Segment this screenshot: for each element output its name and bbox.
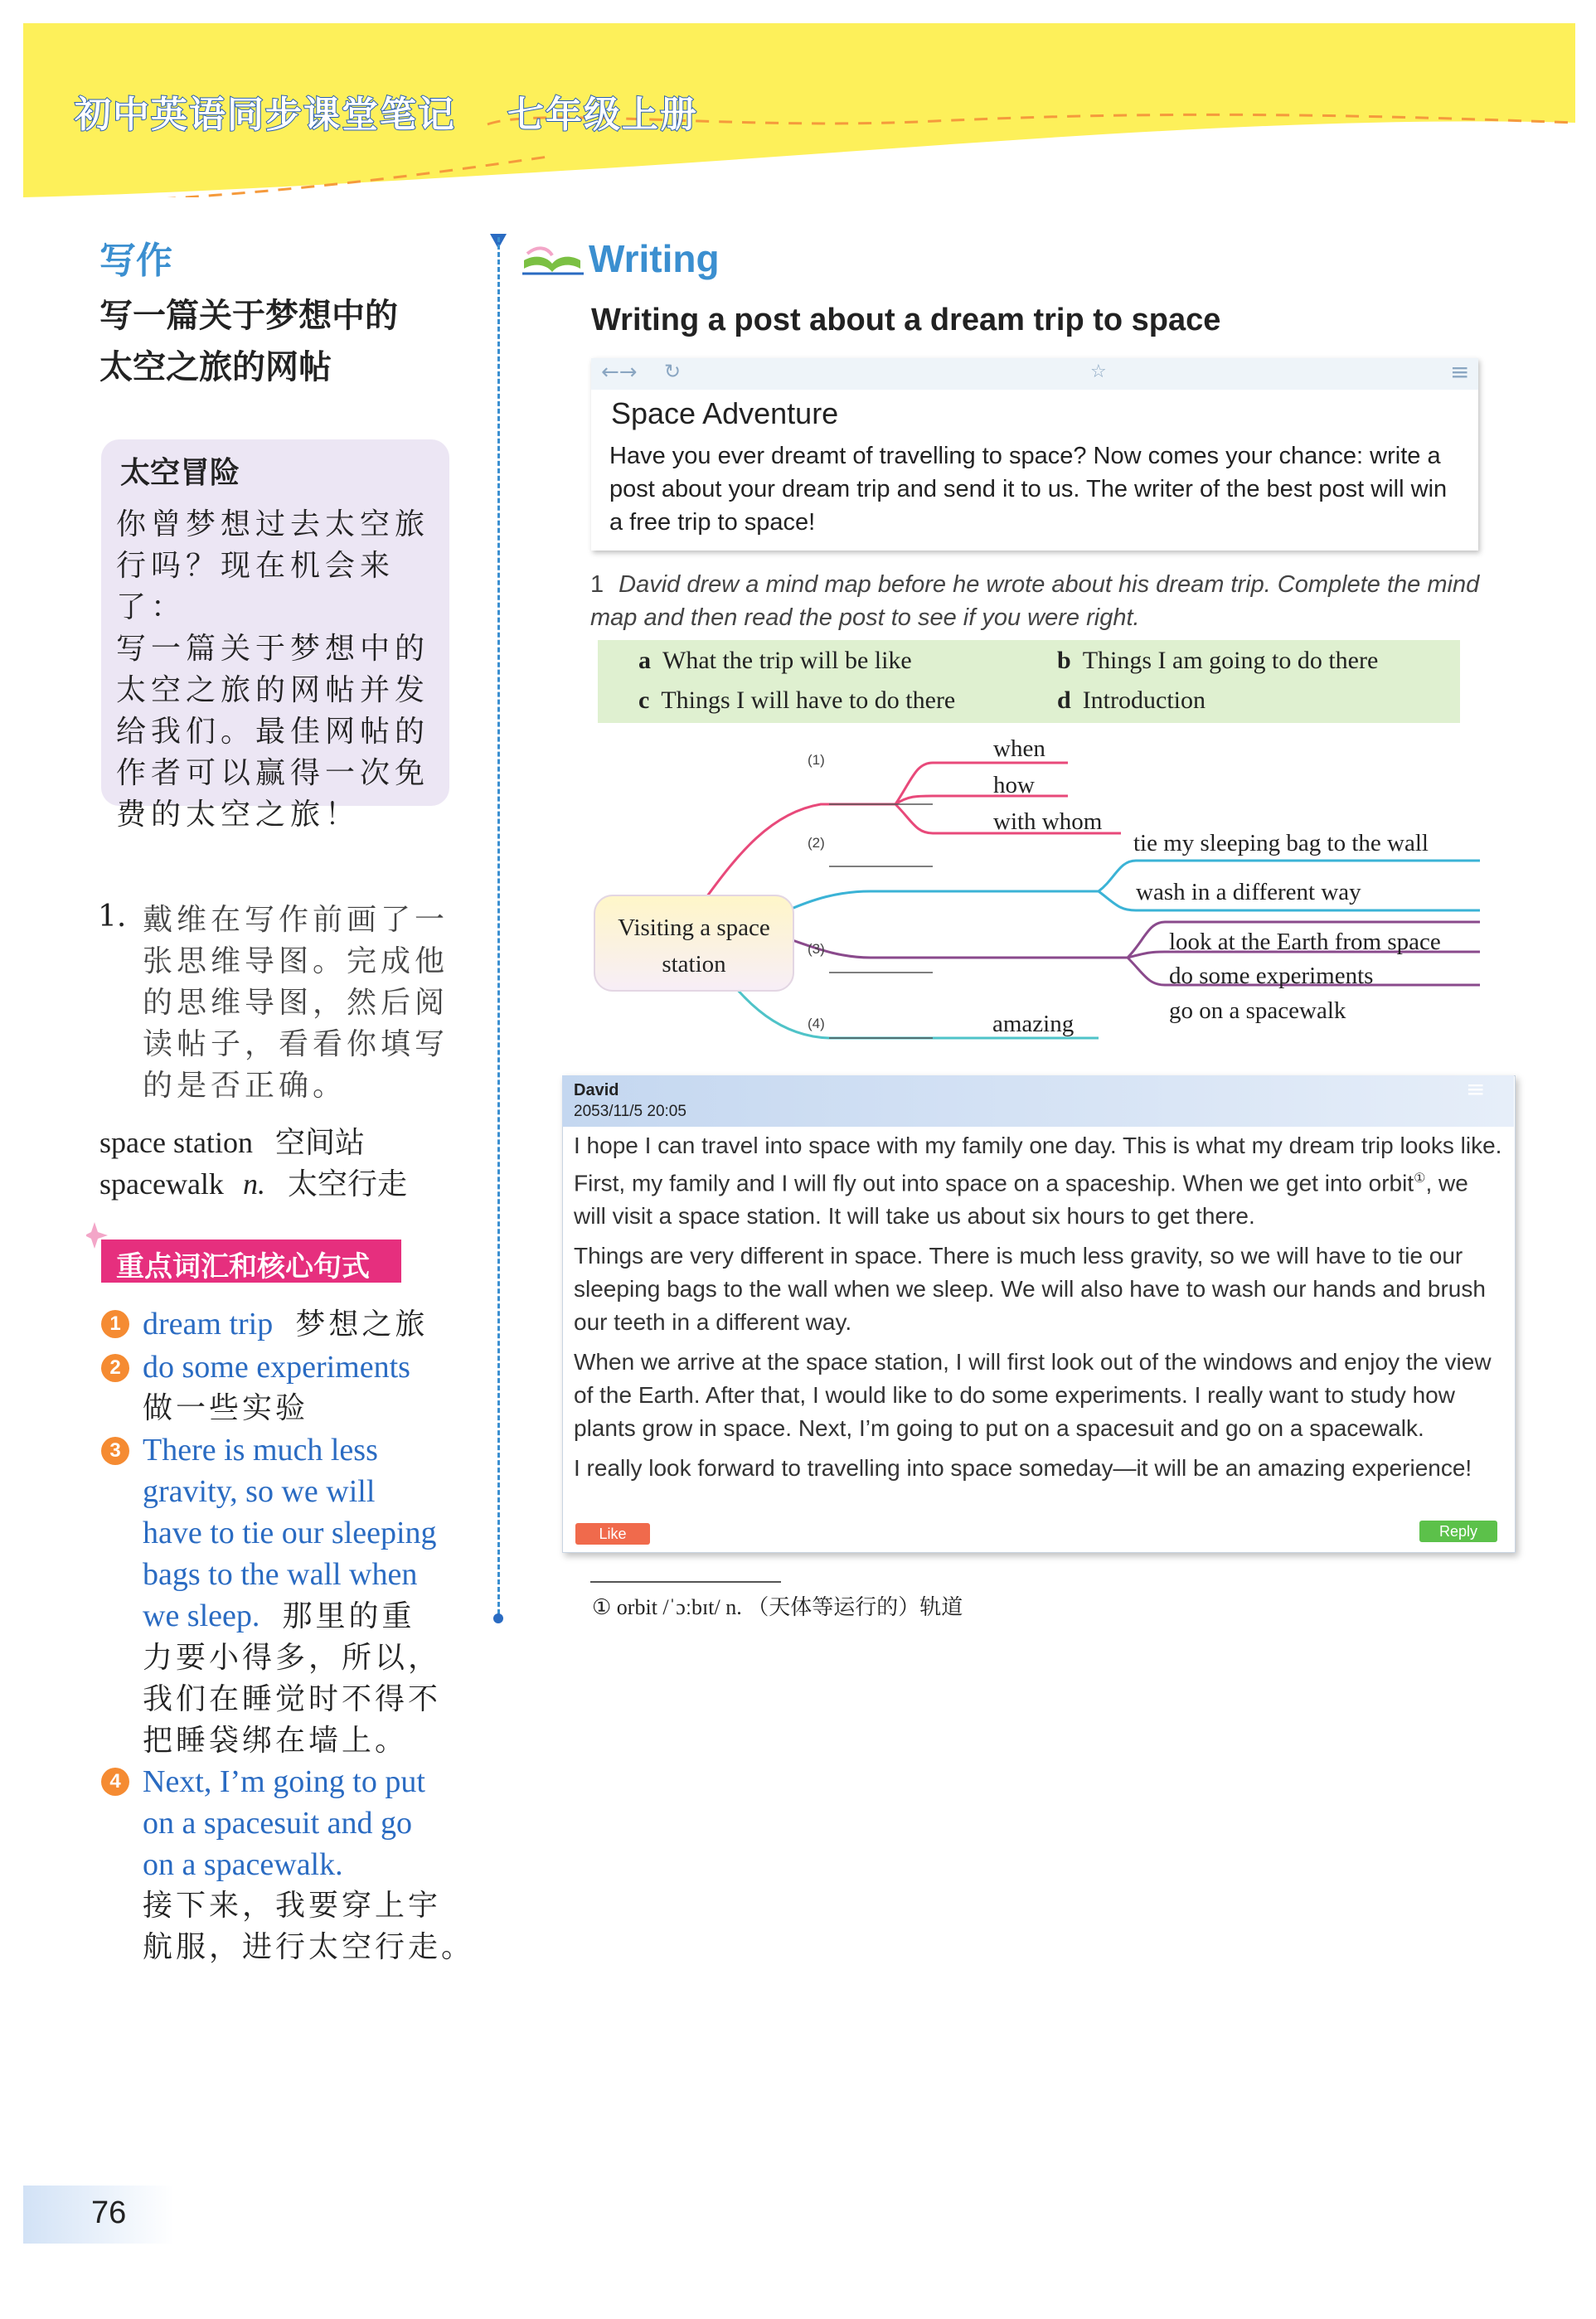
option-letter: b <box>1057 647 1071 674</box>
q1-instruction-text: David drew a mind map before he wrote about his dream trip. Complete the mind map and then read the post to see if you were right. <box>590 571 1480 631</box>
key-cn-line: 我们在睡觉时不得不 <box>143 1682 442 1716</box>
key-cn-line: 做一些实验 <box>143 1391 309 1425</box>
key-en-cn-line <box>143 1595 474 1637</box>
mind-map-branch-2 <box>788 861 1480 910</box>
key-en-line: There is much less <box>143 1433 378 1468</box>
mind-map-leaf: how <box>993 772 1035 798</box>
reply-button[interactable]: Reply <box>1419 1521 1497 1542</box>
key-cn-inline: 梦想之旅 <box>295 1307 429 1341</box>
left-subtitle <box>99 290 464 393</box>
post-date: 2053/11/5 20:05 <box>574 1103 686 1120</box>
post-paragraph: When we arrive at the space station, I will first look out of the windows and enjoy the view of the Earth. After that, I would like to do some experiments. I really want to study how plants grow in space. Next, I’m going to put on a spacesuit and go on a spacewalk. <box>574 1349 1492 1442</box>
option-text: Things I am going to do there <box>1082 647 1379 674</box>
browser-page-title: Space Adventure <box>611 396 839 430</box>
post-header <box>562 1075 1514 1127</box>
mind-map-blank-label: (4) <box>808 1016 825 1031</box>
book-title: 初中英语同步课堂笔记 <box>75 94 456 136</box>
left-heading: 写作 <box>99 240 172 282</box>
menu-icon[interactable]: ≡ <box>1466 1075 1486 1103</box>
vocab-item <box>99 1161 407 1203</box>
vocab-en: spacewalk <box>99 1167 224 1201</box>
option-text: What the trip will be like <box>662 647 912 674</box>
option-item <box>1057 686 1205 715</box>
option-text: Introduction <box>1082 686 1205 714</box>
mind-map-leaf: with whom <box>993 808 1103 835</box>
box-line: 给我们。最佳网帖的 <box>116 715 430 749</box>
writing-heading: Writing <box>589 237 720 280</box>
mind-map <box>580 730 1492 1061</box>
key-number-badge: 3 <box>101 1437 129 1465</box>
vocab-en: space station <box>99 1126 253 1159</box>
option-text: Things I will have to do there <box>661 686 956 714</box>
key-cn-line: 航服，进行太空行走。 <box>143 1930 475 1964</box>
key-number-badge: 4 <box>101 1768 129 1796</box>
option-item <box>1057 647 1378 675</box>
key-item <box>143 1303 474 1346</box>
writing-subtitle: Writing a post about a dream trip to space <box>591 303 1221 337</box>
post-text: , we will visit a space station. It will take us about six hours to get there. <box>574 1170 1468 1230</box>
mind-map-blank-label: (2) <box>808 835 825 851</box>
footnote-rule <box>590 1581 781 1583</box>
post-author: David <box>574 1081 619 1099</box>
key-number-badge: 1 <box>101 1310 129 1338</box>
mind-map-leaf: look at the Earth from space <box>1169 929 1441 955</box>
q1-instruction <box>590 568 1486 634</box>
mind-map-leaf: amazing <box>992 1011 1075 1037</box>
refresh-icon[interactable]: ↻ <box>664 360 682 383</box>
mind-map-leaf: wash in a different way <box>1136 879 1361 905</box>
vocab-pos: n. <box>242 1167 265 1201</box>
q1-translation <box>143 900 449 1107</box>
key-en-line: Next, I’m going to put <box>143 1764 425 1799</box>
key-cn-line: 力要小得多，所以， <box>143 1641 442 1675</box>
mind-map-leaf: when <box>993 735 1045 762</box>
browser-page-body: Have you ever dreamt of travelling to space? Now comes your chance: write a post about your dream trip and send it to us. The writer of the best post will win a free trip to space! <box>609 443 1448 536</box>
left-subtitle-line: 太空之旅的网帖 <box>99 347 332 386</box>
translation-box-body <box>116 504 441 836</box>
mind-map-leaf: go on a spacewalk <box>1169 997 1346 1024</box>
box-line: 作者可以赢得一次免 <box>116 756 430 790</box>
key-cn-inline: 那里的重 <box>282 1599 415 1633</box>
browser-toolbar <box>591 358 1478 390</box>
box-line: 写一篇关于梦想中的 <box>116 632 430 666</box>
mind-map-leaf: do some experiments <box>1169 963 1374 989</box>
key-cn-line: 把睡袋绑在墙上。 <box>143 1724 409 1758</box>
q1-line: 读帖子，看看你填写 <box>143 1027 449 1061</box>
footnote-mark: ① <box>1414 1172 1426 1186</box>
back-forward-icon[interactable]: ←→ <box>601 360 638 385</box>
box-line: 费的太空之旅！ <box>116 798 361 832</box>
key-en-line: do some experiments <box>143 1350 410 1385</box>
star-icon[interactable]: ☆ <box>1090 361 1107 382</box>
vocab-cn: 太空行走 <box>287 1167 407 1201</box>
key-en-line: have to tie our sleeping <box>143 1516 437 1550</box>
footnote: ① orbit /ˈɔːbɪt/ n. （天体等运行的）轨道 <box>592 1595 963 1619</box>
option-letter: c <box>638 686 650 714</box>
option-item <box>638 647 912 675</box>
box-line: 你曾梦想过去太空旅 <box>116 507 430 541</box>
key-item <box>143 1761 474 1968</box>
book-icon <box>519 237 585 279</box>
key-number-badge: 2 <box>101 1354 129 1382</box>
mind-map-blank-label: (1) <box>808 752 825 768</box>
q1-line: 戴维在写作前画了一 <box>143 903 449 937</box>
post-paragraph <box>574 1129 1502 1233</box>
mind-map-center-line: station <box>662 951 726 978</box>
book-grade: 七年级上册 <box>507 94 698 136</box>
q1-line: 的思维导图，然后阅 <box>143 986 449 1020</box>
like-button[interactable]: Like <box>575 1523 650 1545</box>
translation-box-title: 太空冒险 <box>120 455 240 490</box>
key-cn-line: 接下来，我要穿上宇 <box>143 1889 442 1923</box>
divider-end-dot <box>492 1612 505 1625</box>
vocab-cn: 空间站 <box>274 1126 365 1160</box>
option-letter: a <box>638 647 651 674</box>
key-en-line: dream trip <box>143 1307 274 1341</box>
key-points-banner-text: 重点词汇和核心句式 <box>116 1250 370 1283</box>
key-en-line: on a spacesuit and go <box>143 1806 413 1841</box>
left-subtitle-line: 写一篇关于梦想中的 <box>99 296 398 335</box>
mind-map-center-line: Visiting a space <box>618 915 770 941</box>
post-paragraph: Things are very different in space. There is much less gravity, so we will have to tie our sleeping bags to the wall when we sleep. We will also have to wash our hands and brush our teeth in a different way. <box>574 1243 1486 1336</box>
key-en-line: we sleep. <box>143 1599 260 1633</box>
key-en-line: bags to the wall when <box>143 1557 418 1592</box>
option-letter: d <box>1057 686 1071 714</box>
key-item <box>143 1429 474 1762</box>
key-en-line: gravity, so we will <box>143 1474 376 1509</box>
column-divider <box>497 237 500 1622</box>
q1-number-cn: 1. <box>98 900 127 934</box>
key-item <box>143 1346 474 1429</box>
vocab-item <box>99 1119 365 1162</box>
q1-number: 1 <box>590 571 604 598</box>
box-line: 行吗？现在机会来了： <box>116 549 395 624</box>
q1-line: 的是否正确。 <box>143 1069 347 1103</box>
key-en-line: on a spacewalk. <box>143 1847 343 1882</box>
menu-icon[interactable]: ≡ <box>1450 358 1470 386</box>
q1-line: 张思维导图。完成他 <box>143 944 449 978</box>
box-line: 太空之旅的网帖并发 <box>116 673 430 707</box>
option-item <box>638 686 955 715</box>
page-number: 76 <box>91 2195 127 2230</box>
mind-map-blank-label: (3) <box>808 941 825 957</box>
post-paragraph: I really look forward to travelling into space someday—it will be an amazing experience! <box>574 1455 1472 1482</box>
post-body <box>574 1129 1502 1492</box>
mind-map-leaf: tie my sleeping bag to the wall <box>1133 830 1429 856</box>
post-text: I hope I can travel into space with my family one day. This is what my dream trip looks like. First, my family and I will fly out into space on a spaceship. When we get into orbit <box>574 1133 1502 1196</box>
